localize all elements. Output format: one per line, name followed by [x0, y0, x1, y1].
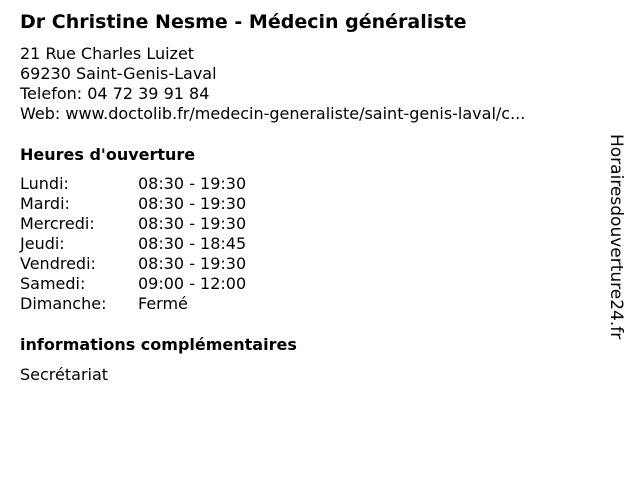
additional-info-text: Secrétariat: [20, 365, 109, 384]
hours-row-mardi: [20, 194, 246, 214]
day-hours: 08:30 - 19:30: [138, 174, 247, 193]
additional-info-heading: informations complémentaires: [20, 335, 297, 354]
day-label: Mercredi:: [20, 214, 95, 233]
opening-hours-heading: Heures d'ouverture: [20, 145, 196, 164]
day-hours: 08:30 - 18:45: [138, 234, 247, 253]
website-link[interactable]: www.doctolib.fr/medecin-generaliste/saint-genis-laval/c...: [65, 104, 526, 123]
day-hours: 09:00 - 12:00: [138, 274, 247, 293]
hours-row-vendredi: [20, 254, 246, 274]
website-prefix: Web:: [20, 104, 66, 123]
phone-number[interactable]: Telefon: 04 72 39 91 84: [20, 84, 210, 103]
day-hours: 08:30 - 19:30: [138, 194, 247, 213]
website-line: [20, 104, 525, 124]
hours-row-lundi: [20, 174, 246, 194]
day-label: Mardi:: [20, 194, 70, 213]
day-hours: 08:30 - 19:30: [138, 214, 247, 233]
hours-row-samedi: [20, 274, 246, 294]
day-label: Samedi:: [20, 274, 86, 293]
day-hours: Fermé: [138, 294, 188, 313]
contact-block: [20, 44, 525, 124]
day-label: Jeudi:: [20, 234, 65, 253]
day-label: Lundi:: [20, 174, 69, 193]
hours-row-mercredi: [20, 214, 246, 234]
day-hours: 08:30 - 19:30: [138, 254, 247, 273]
page-title: Dr Christine Nesme - Médecin généraliste: [20, 11, 467, 33]
day-label: Dimanche:: [20, 294, 107, 313]
hours-row-jeudi: [20, 234, 246, 254]
day-label: Vendredi:: [20, 254, 96, 273]
city-address: 69230 Saint-Genis-Laval: [20, 64, 217, 83]
site-watermark: Horairesdouverture24.fr: [606, 134, 626, 340]
opening-hours-table: [20, 174, 246, 314]
street-address: 21 Rue Charles Luizet: [20, 44, 195, 63]
hours-row-dimanche: [20, 294, 246, 314]
